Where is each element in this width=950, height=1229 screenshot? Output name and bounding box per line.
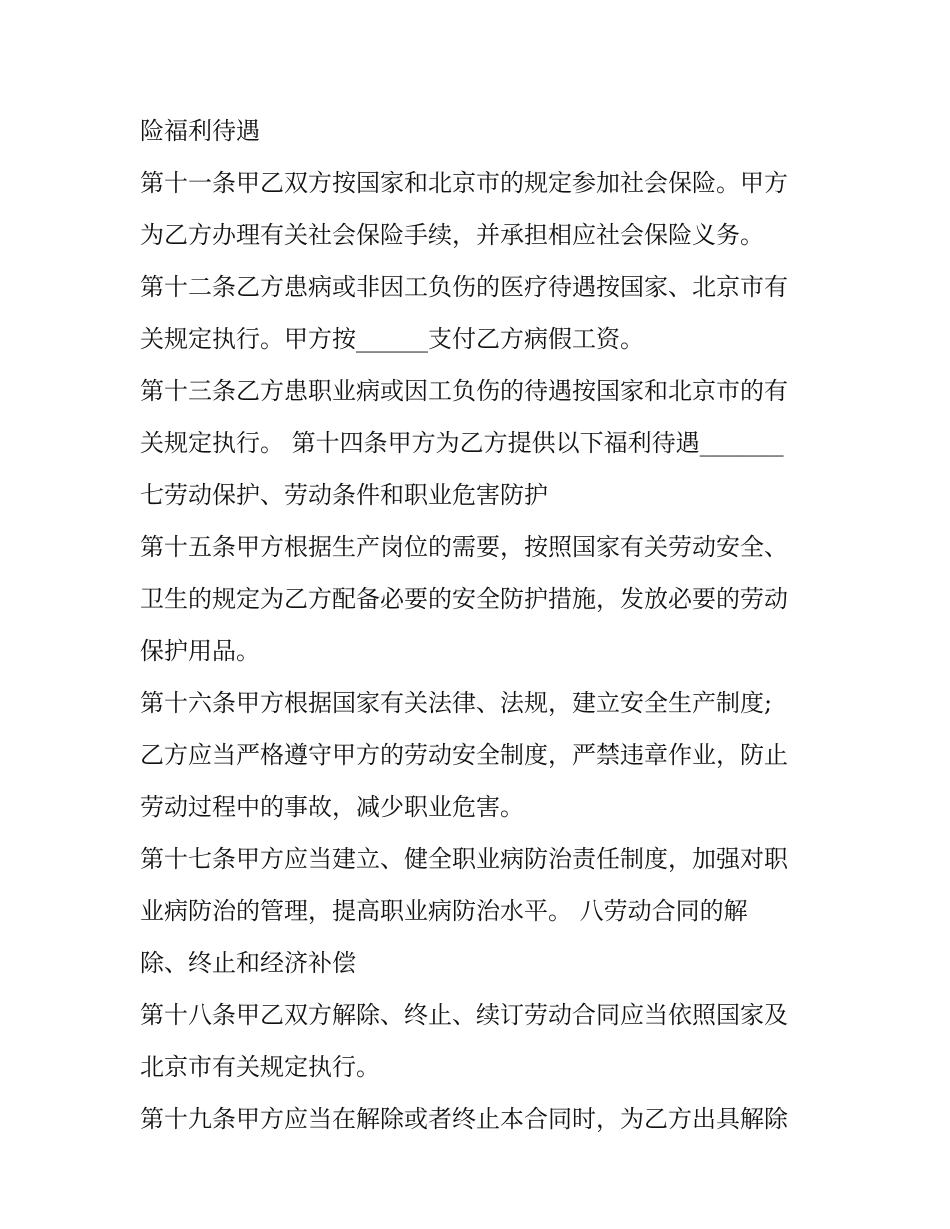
text-line: 第十七条甲方应当建立、健全职业病防治责任制度，加强对职 — [140, 845, 788, 873]
text-line: 第十一条甲乙双方按国家和北京市的规定参加社会保险。甲方 — [140, 169, 788, 197]
text-line: 第十八条甲乙双方解除、终止、续订劳动合同应当依照国家及 — [140, 1001, 788, 1029]
document-body — [140, 105, 830, 1145]
text-line: 北京市有关规定执行。 — [140, 1053, 380, 1081]
text-line: 第十三条乙方患职业病或因工负伤的待遇按国家和北京市的有 — [140, 377, 788, 405]
text-line: 第十二条乙方患病或非因工负伤的医疗待遇按国家、北京市有 — [140, 273, 788, 301]
text-line: 险福利待遇 — [140, 117, 260, 145]
text-line: 除、终止和经济补偿 — [140, 949, 356, 977]
text-line: 为乙方办理有关社会保险手续，并承担相应社会保险义务。 — [140, 221, 764, 249]
text-line: 乙方应当严格遵守甲方的劳动安全制度，严禁违章作业，防止 — [140, 741, 788, 769]
text-line: 关规定执行。甲方按______支付乙方病假工资。 — [140, 325, 644, 353]
text-line: 卫生的规定为乙方配备必要的安全防护措施，发放必要的劳动 — [140, 585, 788, 613]
text-line: 第十六条甲方根据国家有关法律、法规，建立安全生产制度; — [140, 689, 773, 717]
text-line: 第十九条甲方应当在解除或者终止本合同时，为乙方出具解除 — [140, 1105, 788, 1133]
text-line: 业病防治的管理，提高职业病防治水平。 八劳动合同的解 — [140, 897, 748, 925]
text-line: 关规定执行。 第十四条甲方为乙方提供以下福利待遇_______ — [140, 429, 784, 457]
text-line: 劳动过程中的事故，减少职业危害。 — [140, 793, 524, 821]
text-line: 保护用品。 — [140, 637, 260, 665]
section-heading: 七劳动保护、劳动条件和职业危害防护 — [140, 481, 548, 509]
text-line: 第十五条甲方根据生产岗位的需要，按照国家有关劳动安全、 — [140, 533, 788, 561]
